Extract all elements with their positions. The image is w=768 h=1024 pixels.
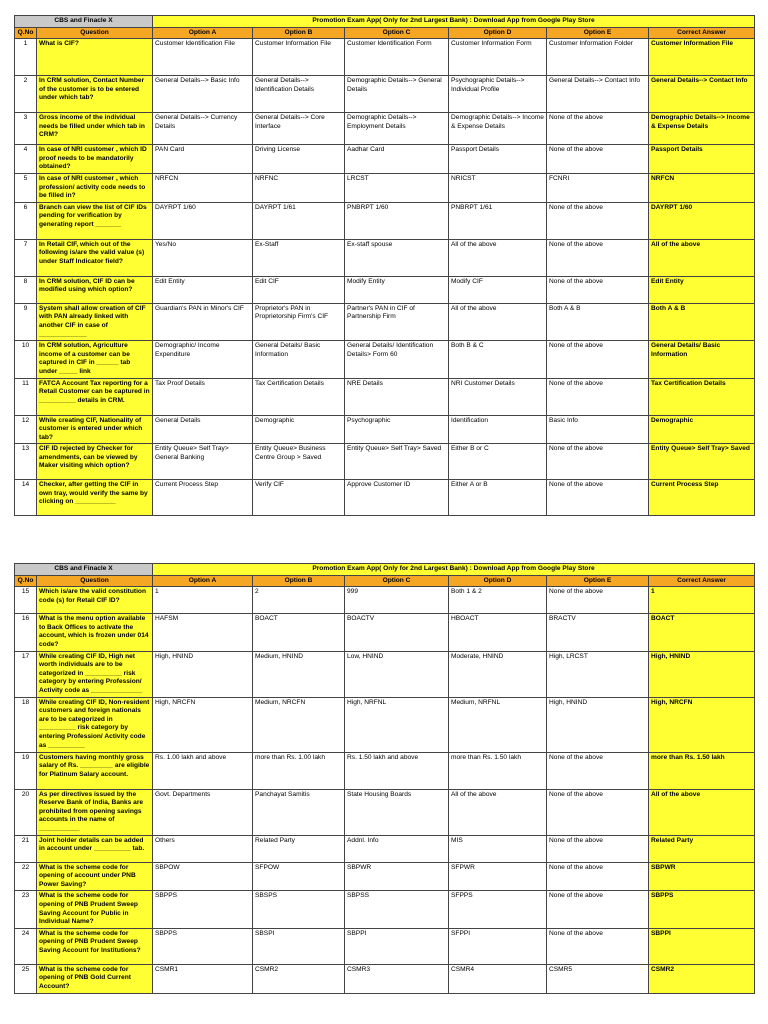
table-row (15, 614, 755, 651)
table-row (15, 480, 755, 516)
question-number: 21 (15, 835, 37, 862)
option-e: None of the above (547, 444, 649, 480)
question-text: What is the scheme code for opening of PNB Prudent Sweep Saving Account for Institutions? (37, 928, 153, 964)
option-c: LRCST (345, 173, 449, 202)
option-c: Partner's PAN in CIF of Partnership Firm (345, 303, 449, 340)
question-number: 13 (15, 444, 37, 480)
correct-answer: Edit Entity (649, 276, 755, 303)
option-e: None of the above (547, 835, 649, 862)
question-text: CIF ID rejected by Checker for amendments, can be viewed by Maker visiting which option? (37, 444, 153, 480)
option-b: General Details/ Basic Information (253, 341, 345, 378)
option-a: DAYRPT 1/60 (153, 202, 253, 239)
table-row (15, 789, 755, 835)
option-b: 2 (253, 587, 345, 614)
option-d: Either A or B (449, 480, 547, 516)
option-a: Demographic/ Income Expenditure (153, 341, 253, 378)
question-text: While creating CIF ID, Non-resident customers and foreign nationals are to be categorized in __________ risk category by entering Profession/ Activity code as __________ (37, 697, 153, 752)
question-text: Gross income of the individual needs be filled under which tab in CRM? (37, 113, 153, 145)
option-c: Addnl. Info (345, 835, 449, 862)
table-row (15, 415, 755, 444)
col-header-option-e: Option E (547, 27, 649, 39)
option-a: Govt. Departments (153, 789, 253, 835)
question-number: 24 (15, 928, 37, 964)
col-header-question: Question (37, 575, 153, 587)
option-a: General Details (153, 415, 253, 444)
question-number: 17 (15, 651, 37, 697)
col-header-qno: Q.No (15, 27, 37, 39)
col-header-option-d: Option D (449, 575, 547, 587)
col-header-option-d: Option D (449, 27, 547, 39)
option-a: Yes/No (153, 239, 253, 276)
left-title: CBS and Finacle X (15, 564, 153, 576)
option-b: Customer Information File (253, 39, 345, 76)
column-header-row (15, 575, 755, 587)
correct-answer: BOACT (649, 614, 755, 651)
col-header-question: Question (37, 27, 153, 39)
question-number: 8 (15, 276, 37, 303)
option-b: Driving License (253, 145, 345, 174)
table-row (15, 303, 755, 340)
question-text: In CRM solution, Agriculture income of a customer can be captured in CIF in ______ tab under _____ link (37, 341, 153, 378)
option-e: None of the above (547, 113, 649, 145)
option-e: None of the above (547, 239, 649, 276)
table-body-1 (15, 39, 755, 516)
option-d: Psychographic Details--> Individual Profile (449, 76, 547, 113)
quiz-sheet-2 (14, 563, 754, 994)
correct-answer: Entity Queue> Self Tray> Saved (649, 444, 755, 480)
option-e: None of the above (547, 202, 649, 239)
question-number: 12 (15, 415, 37, 444)
option-c: CSMR3 (345, 964, 449, 993)
option-c: NRE Details (345, 378, 449, 415)
quiz-table-2 (14, 563, 755, 994)
option-e: CSMR5 (547, 964, 649, 993)
option-b: CSMR2 (253, 964, 345, 993)
correct-answer: Tax Certification Details (649, 378, 755, 415)
col-header-option-e: Option E (547, 575, 649, 587)
option-c: Rs. 1.50 lakh and above (345, 752, 449, 789)
question-text: What is the scheme code for opening of account under PNB Power Saving? (37, 862, 153, 891)
table-row (15, 239, 755, 276)
option-d: All of the above (449, 303, 547, 340)
question-text: In Retail CIF, which out of the following is/are the valid value (s) under Staff Indicator field? (37, 239, 153, 276)
question-number: 1 (15, 39, 37, 76)
option-d: SFPWR (449, 862, 547, 891)
option-c: Psychographic (345, 415, 449, 444)
question-text: What is CIF? (37, 39, 153, 76)
col-header-option-c: Option C (345, 575, 449, 587)
option-c: General Details/ Identification Details> Form 60 (345, 341, 449, 378)
option-b: NRFNC (253, 173, 345, 202)
table-row (15, 39, 755, 76)
option-a: Edit Entity (153, 276, 253, 303)
option-a: SBPPS (153, 928, 253, 964)
option-b: Tax Certification Details (253, 378, 345, 415)
option-e: None of the above (547, 752, 649, 789)
option-d: Demographic Details--> Income & Expense Details (449, 113, 547, 145)
table-row (15, 341, 755, 378)
option-e: High, LRCST (547, 651, 649, 697)
option-e: Both A & B (547, 303, 649, 340)
question-text: Which is/are the valid constitution code (s) for Retail CIF ID? (37, 587, 153, 614)
option-c: 999 (345, 587, 449, 614)
option-b: SBSPI (253, 928, 345, 964)
table-row (15, 76, 755, 113)
option-e: None of the above (547, 341, 649, 378)
option-d: SFPPS (449, 891, 547, 928)
question-number: 3 (15, 113, 37, 145)
option-c: Low, HNIND (345, 651, 449, 697)
option-d: Customer Information Form (449, 39, 547, 76)
table-row (15, 378, 755, 415)
option-e: FCNRI (547, 173, 649, 202)
col-header-option-b: Option B (253, 27, 345, 39)
question-text: In CRM solution, Contact Number of the customer is to be entered under which tab? (37, 76, 153, 113)
question-text: In case of NRI customer , which ID proof needs to be mandatorily obtained? (37, 145, 153, 174)
table-row (15, 964, 755, 993)
option-e: None of the above (547, 276, 649, 303)
table-row (15, 752, 755, 789)
option-a: Others (153, 835, 253, 862)
option-b: Demographic (253, 415, 345, 444)
option-d: All of the above (449, 789, 547, 835)
option-b: General Details--> Core Interface (253, 113, 345, 145)
option-e: None of the above (547, 928, 649, 964)
question-text: Checker, after getting the CIF in own tray, would verify the same by clicking on ___________ (37, 480, 153, 516)
table-row (15, 113, 755, 145)
option-b: SBSPS (253, 891, 345, 928)
option-a: 1 (153, 587, 253, 614)
correct-answer: Demographic (649, 415, 755, 444)
option-b: Entity Queue> Business Centre Group > Saved (253, 444, 345, 480)
option-d: Moderate, HNIND (449, 651, 547, 697)
option-e: None of the above (547, 789, 649, 835)
question-number: 15 (15, 587, 37, 614)
correct-answer: High, NRCFN (649, 697, 755, 752)
option-d: PNBRPT 1/61 (449, 202, 547, 239)
question-number: 4 (15, 145, 37, 174)
col-header-correct-answer: Correct Answer (649, 27, 755, 39)
col-header-qno: Q.No (15, 575, 37, 587)
col-header-option-a: Option A (153, 575, 253, 587)
option-d: Either B or C (449, 444, 547, 480)
title-row (15, 16, 755, 28)
quiz-sheet-1 (14, 15, 754, 516)
col-header-option-a: Option A (153, 27, 253, 39)
left-title: CBS and Finacle X (15, 16, 153, 28)
option-d: HBOACT (449, 614, 547, 651)
option-e: High, HNIND (547, 697, 649, 752)
question-number: 16 (15, 614, 37, 651)
table-row (15, 173, 755, 202)
question-number: 10 (15, 341, 37, 378)
correct-answer: 1 (649, 587, 755, 614)
option-c: Entity Queue> Self Tray> Saved (345, 444, 449, 480)
table-row (15, 697, 755, 752)
col-header-correct-answer: Correct Answer (649, 575, 755, 587)
correct-answer: SBPPI (649, 928, 755, 964)
option-d: Medium, NRFNL (449, 697, 547, 752)
option-d: CSMR4 (449, 964, 547, 993)
option-c: Customer Identification Form (345, 39, 449, 76)
question-text: In CRM solution, CIF ID can be modified using which option? (37, 276, 153, 303)
option-b: General Details--> Identification Details (253, 76, 345, 113)
option-a: Tax Proof Details (153, 378, 253, 415)
correct-answer: DAYRPT 1/60 (649, 202, 755, 239)
option-a: SBPPS (153, 891, 253, 928)
option-c: PNBRPT 1/60 (345, 202, 449, 239)
question-number: 6 (15, 202, 37, 239)
question-text: System shall allow creation of CIF with PAN already linked with another CIF in case of _____________ (37, 303, 153, 340)
option-b: Edit CIF (253, 276, 345, 303)
question-text: While creating CIF ID, High net worth individuals are to be categorized in __________ risk category by entering Profession/ Activity code as ______________ (37, 651, 153, 697)
table-row (15, 651, 755, 697)
question-text: What is the scheme code for opening of PNB Gold Current Account? (37, 964, 153, 993)
question-number: 20 (15, 789, 37, 835)
question-number: 14 (15, 480, 37, 516)
option-a: General Details--> Currency Details (153, 113, 253, 145)
option-a: SBPOW (153, 862, 253, 891)
option-c: State Housing Boards (345, 789, 449, 835)
col-header-option-c: Option C (345, 27, 449, 39)
question-number: 5 (15, 173, 37, 202)
option-b: more than Rs. 1.00 lakh (253, 752, 345, 789)
question-text: Joint holder details can be added in account under __________ tab. (37, 835, 153, 862)
option-c: Demographic Details--> Employment Details (345, 113, 449, 145)
option-a: CSMR1 (153, 964, 253, 993)
option-d: NRI Customer Details (449, 378, 547, 415)
correct-answer: SBPPS (649, 891, 755, 928)
question-text: FATCA Account Tax reporting for a Retail Customer can be captured in __________ details in CRM. (37, 378, 153, 415)
option-c: BOACTV (345, 614, 449, 651)
option-a: Guardian's PAN in Minor's CIF (153, 303, 253, 340)
table-row (15, 276, 755, 303)
option-e: None of the above (547, 145, 649, 174)
table-row (15, 862, 755, 891)
option-e: BRACTV (547, 614, 649, 651)
option-c: SBPSS (345, 891, 449, 928)
option-b: Medium, HNIND (253, 651, 345, 697)
correct-answer: NRFCN (649, 173, 755, 202)
option-c: SBPWR (345, 862, 449, 891)
option-a: NRFCN (153, 173, 253, 202)
option-c: Modify Entity (345, 276, 449, 303)
option-d: All of the above (449, 239, 547, 276)
table-row (15, 145, 755, 174)
option-c: SBPPI (345, 928, 449, 964)
option-b: Proprietor's PAN in Proprietorship Firm's CIF (253, 303, 345, 340)
correct-answer: Passport Details (649, 145, 755, 174)
option-e: None of the above (547, 891, 649, 928)
question-text: What is the menu option available to Back Offices to activate the account, which is frozen under 014 code? (37, 614, 153, 651)
correct-answer: Current Process Step (649, 480, 755, 516)
option-d: NRICST (449, 173, 547, 202)
option-d: Passport Details (449, 145, 547, 174)
option-c: Aadhar Card (345, 145, 449, 174)
table-row (15, 891, 755, 928)
correct-answer: High, HNIND (649, 651, 755, 697)
question-number: 23 (15, 891, 37, 928)
question-text: Branch can view the list of CIF IDs pending for verification by generating report _______ (37, 202, 153, 239)
option-c: High, NRFNL (345, 697, 449, 752)
table-row (15, 587, 755, 614)
option-e: None of the above (547, 862, 649, 891)
col-header-option-b: Option B (253, 575, 345, 587)
option-b: Related Party (253, 835, 345, 862)
option-a: HAFSM (153, 614, 253, 651)
question-text: What is the scheme code for opening of PNB Prudent Sweep Saving Account for Public in Individual Name? (37, 891, 153, 928)
column-header-row (15, 27, 755, 39)
option-d: Both 1 & 2 (449, 587, 547, 614)
option-a: PAN Card (153, 145, 253, 174)
table-body-2 (15, 587, 755, 993)
right-title: Promotion Exam App( Only for 2nd Largest Bank) : Download App from Google Play Store (153, 16, 755, 28)
quiz-table-1 (14, 15, 755, 516)
question-number: 22 (15, 862, 37, 891)
correct-answer: General Details--> Contact Info (649, 76, 755, 113)
table-row (15, 928, 755, 964)
question-text: In case of NRI customer , which profession/ activity code needs to be filled in? (37, 173, 153, 202)
option-b: Medium, NRCFN (253, 697, 345, 752)
option-d: Identification (449, 415, 547, 444)
option-e: None of the above (547, 480, 649, 516)
option-a: High, HNIND (153, 651, 253, 697)
correct-answer: CSMR2 (649, 964, 755, 993)
option-a: Entity Queue> Self Tray> General Banking (153, 444, 253, 480)
correct-answer: Both A & B (649, 303, 755, 340)
correct-answer: All of the above (649, 239, 755, 276)
question-text: While creating CIF, Nationality of customer is entered under which tab? (37, 415, 153, 444)
correct-answer: General Details/ Basic Information (649, 341, 755, 378)
option-d: SFPPI (449, 928, 547, 964)
option-c: Approve Customer ID (345, 480, 449, 516)
question-number: 11 (15, 378, 37, 415)
option-a: Current Process Step (153, 480, 253, 516)
correct-answer: Demographic Details--> Income & Expense Details (649, 113, 755, 145)
option-e: General Details--> Contact Info (547, 76, 649, 113)
option-d: more than Rs. 1.50 lakh (449, 752, 547, 789)
option-b: Verify CIF (253, 480, 345, 516)
option-c: Ex-staff spouse (345, 239, 449, 276)
option-b: Ex-Staff (253, 239, 345, 276)
option-b: DAYRPT 1/61 (253, 202, 345, 239)
question-number: 18 (15, 697, 37, 752)
option-c: Demographic Details--> General Details (345, 76, 449, 113)
correct-answer: Related Party (649, 835, 755, 862)
question-number: 9 (15, 303, 37, 340)
option-e: None of the above (547, 378, 649, 415)
option-d: Modify CIF (449, 276, 547, 303)
option-d: MIS (449, 835, 547, 862)
right-title: Promotion Exam App( Only for 2nd Largest Bank) : Download App from Google Play Store (153, 564, 755, 576)
option-e: Basic Info (547, 415, 649, 444)
option-b: SFPOW (253, 862, 345, 891)
table-row (15, 202, 755, 239)
question-text: Customers having monthly gross salary of Rs. _________ are eligible for Platinum Salary account. (37, 752, 153, 789)
question-number: 25 (15, 964, 37, 993)
question-number: 2 (15, 76, 37, 113)
option-e: None of the above (547, 587, 649, 614)
correct-answer: SBPWR (649, 862, 755, 891)
option-a: Rs. 1.00 lakh and above (153, 752, 253, 789)
correct-answer: All of the above (649, 789, 755, 835)
table-row (15, 444, 755, 480)
question-text: As per directives issued by the Reserve Bank of India, Banks are prohibited from opening savings accounts in the name of ___________ (37, 789, 153, 835)
question-number: 7 (15, 239, 37, 276)
table-row (15, 835, 755, 862)
question-number: 19 (15, 752, 37, 789)
option-a: Customer Identification File (153, 39, 253, 76)
option-a: High, NRCFN (153, 697, 253, 752)
option-d: Both B & C (449, 341, 547, 378)
option-a: General Details--> Basic Info (153, 76, 253, 113)
option-e: Customer Information Folder (547, 39, 649, 76)
title-row (15, 564, 755, 576)
option-b: BOACT (253, 614, 345, 651)
option-b: Panchayat Samitis (253, 789, 345, 835)
correct-answer: more than Rs. 1.50 lakh (649, 752, 755, 789)
correct-answer: Customer Information File (649, 39, 755, 76)
